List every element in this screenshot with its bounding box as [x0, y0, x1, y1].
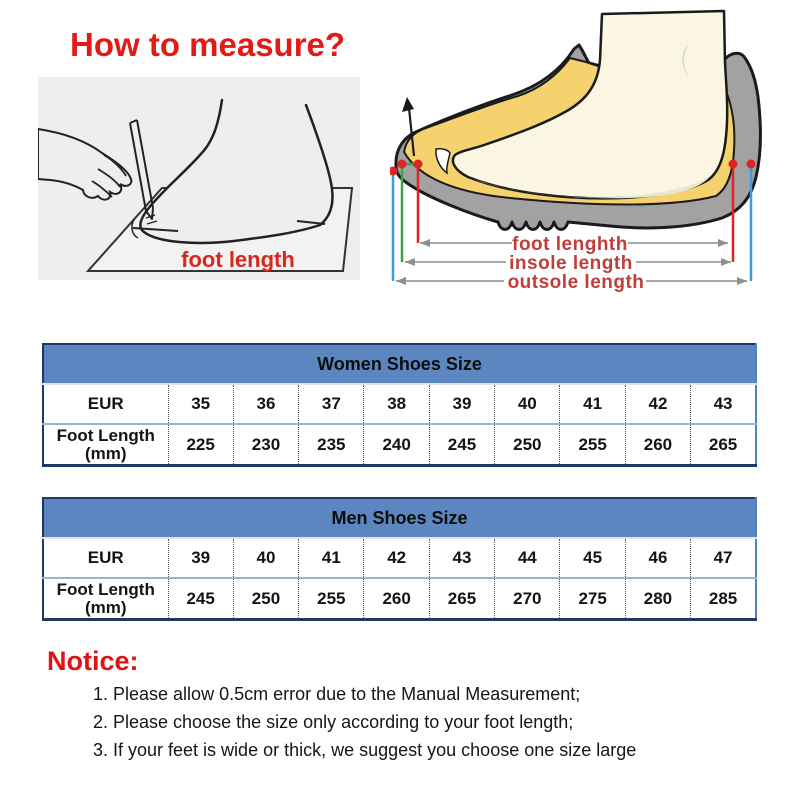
size-cell: 275	[560, 578, 625, 620]
foot-tracing-illustration	[38, 77, 360, 280]
size-cell: 260	[625, 424, 690, 466]
table-row	[43, 578, 756, 620]
size-cell: 35	[168, 384, 233, 424]
size-cell: 230	[233, 424, 298, 466]
size-cell: 44	[495, 538, 560, 578]
size-cell: 36	[233, 384, 298, 424]
size-cell: 265	[429, 578, 494, 620]
table-row	[43, 424, 756, 466]
men-size-table	[42, 497, 757, 621]
size-cell: 41	[299, 538, 364, 578]
insole-length-dim-label: insole length	[509, 253, 633, 274]
size-cell: 235	[299, 424, 364, 466]
size-cell: 250	[495, 424, 560, 466]
size-cell: 245	[168, 578, 233, 620]
notice-item-1: 1. Please allow 0.5cm error due to the Manual Measurement;	[93, 684, 581, 704]
size-cell: 37	[299, 384, 364, 424]
foot-length-caption: foot length	[181, 247, 295, 272]
size-cell: 46	[625, 538, 690, 578]
row-label-cell: EUR	[87, 394, 124, 413]
size-cell: 260	[364, 578, 429, 620]
size-cell: 245	[429, 424, 494, 466]
shoe-cross-section-icon	[390, 0, 800, 310]
row-label-cell: Foot Length (mm)	[43, 424, 168, 466]
size-cell: 265	[691, 424, 756, 466]
table-row	[43, 384, 756, 424]
size-cell: 42	[364, 538, 429, 578]
outsole-length-dim-label: outsole length	[507, 272, 645, 293]
page-title: How to measure?	[70, 26, 346, 63]
table-row	[43, 538, 756, 578]
size-cell: 43	[429, 538, 494, 578]
foot-length-dim-label: foot lenghth	[512, 234, 628, 255]
women-size-table	[42, 343, 757, 467]
size-cell: 40	[495, 384, 560, 424]
row-label-cell: EUR	[87, 548, 124, 567]
size-cell: 240	[364, 424, 429, 466]
size-cell: 270	[495, 578, 560, 620]
notice-item-2: 2. Please choose the size only according to your foot length;	[93, 712, 574, 732]
size-cell: 255	[299, 578, 364, 620]
notice-title: Notice:	[47, 646, 139, 676]
size-cell: 41	[560, 384, 625, 424]
size-cell: 40	[233, 538, 298, 578]
size-cell: 250	[233, 578, 298, 620]
size-cell: 38	[364, 384, 429, 424]
size-cell: 39	[168, 538, 233, 578]
table-title: Women Shoes Size	[43, 344, 756, 384]
size-cell: 225	[168, 424, 233, 466]
table-title: Men Shoes Size	[43, 498, 756, 538]
size-cell: 255	[560, 424, 625, 466]
shoe-cross-section-illustration	[390, 0, 800, 310]
notice-item-3: 3. If your feet is wide or thick, we suggest you choose one size large	[93, 740, 637, 760]
size-cell: 45	[560, 538, 625, 578]
size-cell: 280	[625, 578, 690, 620]
size-cell: 42	[625, 384, 690, 424]
size-cell: 285	[691, 578, 756, 620]
size-cell: 43	[691, 384, 756, 424]
size-cell: 39	[429, 384, 494, 424]
row-label-cell: Foot Length (mm)	[43, 578, 168, 620]
size-cell: 47	[691, 538, 756, 578]
